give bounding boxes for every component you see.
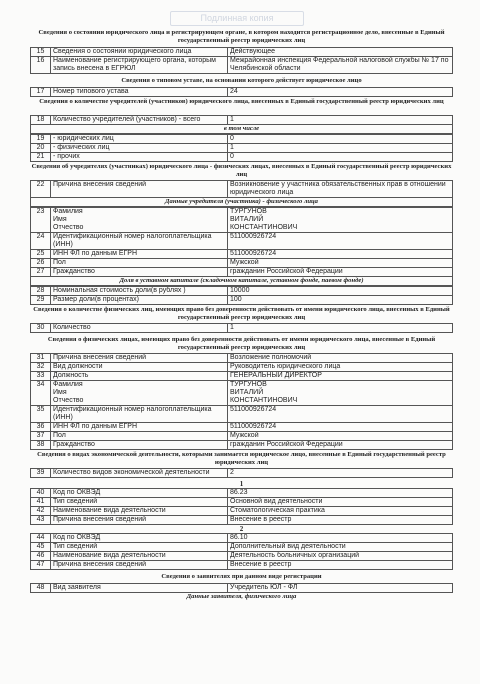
field-label: Пол xyxy=(51,259,228,268)
table-row xyxy=(31,381,453,406)
field-value: гражданин Российской Федерации xyxy=(228,268,453,277)
row-number: 33 xyxy=(31,372,51,381)
row-number: 42 xyxy=(31,507,51,516)
table-row xyxy=(31,135,453,144)
row-number: 29 xyxy=(31,296,51,305)
field-value: 100 xyxy=(228,296,453,305)
table-row xyxy=(31,363,453,372)
field-label: Идентификационный номер налогоплательщика (ИНН) xyxy=(51,406,228,423)
row-number: 45 xyxy=(31,543,51,552)
field-value: 1 xyxy=(228,324,453,333)
certification-stamp: Подлинная копия xyxy=(170,11,304,26)
table-row xyxy=(31,48,453,57)
field-label: Должность xyxy=(51,372,228,381)
row-number: 28 xyxy=(31,287,51,296)
row-number: 15 xyxy=(31,48,51,57)
field-value: 10000 xyxy=(228,287,453,296)
table-authorized-persons xyxy=(30,353,453,450)
table-row xyxy=(31,507,453,516)
row-number: 36 xyxy=(31,423,51,432)
field-value: 86.23 xyxy=(228,489,453,498)
field-value: Межрайонная инспекция Федеральной налоговой службы № 17 по Челябинской области xyxy=(228,57,453,74)
section-title-applicants: Сведения о заявителях при данном виде регистрации xyxy=(161,573,322,580)
row-number: 23 xyxy=(31,208,51,233)
activity-number-1: 1 xyxy=(239,480,244,488)
subheading-founder-data: Данные учредителя (участника) - физического лица xyxy=(30,198,453,207)
row-number: 25 xyxy=(31,250,51,259)
row-number: 43 xyxy=(31,516,51,525)
row-number: 17 xyxy=(31,88,51,97)
field-label: Размер доли(в процентах) xyxy=(51,296,228,305)
table-row xyxy=(31,584,453,593)
section-title-authorized-persons: Сведения о физических лицах, имеющих право без доверенности действовать от имени юридического лица, внесенные в Единый государственный реестр юридических лиц xyxy=(47,336,436,351)
table-founders-breakdown xyxy=(30,134,453,162)
field-value: ГЕНЕРАЛЬНЫЙ ДИРЕКТОР xyxy=(228,372,453,381)
subheading-including: в том числе xyxy=(30,125,453,134)
field-value: Учредитель ЮЛ - ФЛ xyxy=(228,584,453,593)
field-label: Гражданство xyxy=(51,268,228,277)
field-value: Мужской xyxy=(228,259,453,268)
row-number: 19 xyxy=(31,135,51,144)
field-label: Код по ОКВЭД xyxy=(51,534,228,543)
field-label: Фамилия Имя Отчество xyxy=(51,208,228,233)
row-number: 44 xyxy=(31,534,51,543)
table-founders-count xyxy=(30,115,453,125)
field-value: 1 xyxy=(228,116,453,125)
row-number: 27 xyxy=(31,268,51,277)
table-row xyxy=(31,259,453,268)
row-number: 32 xyxy=(31,363,51,372)
field-value: 86.10 xyxy=(228,534,453,543)
table-row xyxy=(31,88,453,97)
table-founder-reason xyxy=(30,180,453,198)
field-label: Количество видов экономической деятельности xyxy=(51,469,228,478)
row-number: 47 xyxy=(31,561,51,570)
field-value: 511000926724 xyxy=(228,423,453,432)
field-value: Действующее xyxy=(228,48,453,57)
field-value: гражданин Российской Федерации xyxy=(228,441,453,450)
section-title-authorized-count: Сведения о количестве физических лиц, имеющих право без доверенности действовать от имени юридического лица, внесенных в Единый государственный реестр юридических лиц xyxy=(33,306,450,321)
field-value: 0 xyxy=(228,135,453,144)
row-number: 16 xyxy=(31,57,51,74)
row-number: 31 xyxy=(31,354,51,363)
row-number: 30 xyxy=(31,324,51,333)
section-title-founders-count: Сведения о количестве учредителей (участников) юридического лица, внесенных в Единый государственный реестр юридических лиц xyxy=(39,98,444,105)
field-value: Возложение полномочий xyxy=(228,354,453,363)
field-label: - прочих xyxy=(51,153,228,162)
table-row xyxy=(31,469,453,478)
table-row xyxy=(31,552,453,561)
field-value: 511000926724 xyxy=(228,406,453,423)
table-row xyxy=(31,372,453,381)
field-value: ТУРГУНОВ ВИТАЛИЙ КОНСТАНТИНОВИЧ xyxy=(228,381,453,406)
table-authorized-count xyxy=(30,323,453,333)
table-activities-count xyxy=(30,468,453,478)
table-row xyxy=(31,354,453,363)
field-value: 1 xyxy=(228,144,453,153)
section-title-activities: Сведения о видах экономической деятельности, которыми занимается юридическое лицо, внесенные в Единый государственный реестр юридических лиц xyxy=(37,451,446,466)
field-label: Количество xyxy=(51,324,228,333)
table-row xyxy=(31,516,453,525)
field-label: ИНН ФЛ по данным ЕГРН xyxy=(51,250,228,259)
table-activity-1 xyxy=(30,488,453,525)
field-label: - физических лиц xyxy=(51,144,228,153)
field-value: Внесение в реестр xyxy=(228,561,453,570)
field-value: Основной вид деятельности xyxy=(228,498,453,507)
table-row xyxy=(31,144,453,153)
field-label: Идентификационный номер налогоплательщика (ИНН) xyxy=(51,233,228,250)
row-number: 41 xyxy=(31,498,51,507)
table-row xyxy=(31,324,453,333)
row-number: 48 xyxy=(31,584,51,593)
field-label: Сведения о состоянии юридического лица xyxy=(51,48,228,57)
field-label: Причина внесения сведений xyxy=(51,354,228,363)
table-founder-data xyxy=(30,207,453,277)
field-label: Вид заявителя xyxy=(51,584,228,593)
section-title-status: Сведения о состоянии юридического лица и регистрирующем органе, в котором находится регистрационное дело, внесенные в Единый государственный реестр юридических лиц xyxy=(38,29,445,44)
field-label: Наименование регистрирующего органа, которым запись внесена в ЕГРЮЛ xyxy=(51,57,228,74)
row-number: 18 xyxy=(31,116,51,125)
field-label: Тип сведений xyxy=(51,498,228,507)
field-value: 511000926724 xyxy=(228,250,453,259)
field-label: Номинальная стоимость доли(в рублях ) xyxy=(51,287,228,296)
field-label: Наименование вида деятельности xyxy=(51,552,228,561)
field-label: Причина внесения сведений xyxy=(51,516,228,525)
field-label: Номер типового устава xyxy=(51,88,228,97)
section-title-charter: Сведения о типовом уставе, на основании которого действует юридическое лицо xyxy=(121,77,362,84)
field-label: Наименование вида деятельности xyxy=(51,507,228,516)
field-value: 24 xyxy=(228,88,453,97)
table-row xyxy=(31,406,453,423)
subheading-capital-share: Доля в уставном капитале (складочном капитале, уставном фонде, паевом фонде) xyxy=(30,277,453,286)
field-value: Внесение в реестр xyxy=(228,516,453,525)
field-value: 0 xyxy=(228,153,453,162)
field-value: Дополнительный вид деятельности xyxy=(228,543,453,552)
table-row xyxy=(31,489,453,498)
row-number: 37 xyxy=(31,432,51,441)
row-number: 24 xyxy=(31,233,51,250)
field-label: Тип сведений xyxy=(51,543,228,552)
section-title-founders: Сведения об учредителях (участниках) юридического лица - физических лицах, внесенных в Единый государственный реестр юридических лиц xyxy=(31,163,452,178)
row-number: 39 xyxy=(31,469,51,478)
table-row xyxy=(31,116,453,125)
table-applicant-type xyxy=(30,583,453,593)
field-value: 511000926724 xyxy=(228,233,453,250)
field-label: Код по ОКВЭД xyxy=(51,489,228,498)
field-label: Вид должности xyxy=(51,363,228,372)
field-value: Руководитель юридического лица xyxy=(228,363,453,372)
table-row xyxy=(31,498,453,507)
table-capital-share xyxy=(30,286,453,305)
table-row xyxy=(31,441,453,450)
field-value: Возникновение у участника обязательственных прав в отношении юридического лица xyxy=(228,181,453,198)
field-label: Фамилия Имя Отчество xyxy=(51,381,228,406)
table-row xyxy=(31,233,453,250)
table-row xyxy=(31,153,453,162)
field-label: Причина внесения сведений xyxy=(51,181,228,198)
row-number: 26 xyxy=(31,259,51,268)
row-number: 21 xyxy=(31,153,51,162)
table-row xyxy=(31,287,453,296)
row-number: 35 xyxy=(31,406,51,423)
row-number: 34 xyxy=(31,381,51,406)
egrul-extract-document xyxy=(30,28,453,601)
field-value: Деятельность больничных организаций xyxy=(228,552,453,561)
table-row xyxy=(31,181,453,198)
field-label: Причина внесения сведений xyxy=(51,561,228,570)
table-row xyxy=(31,561,453,570)
table-row xyxy=(31,250,453,259)
field-label: Пол xyxy=(51,432,228,441)
row-number: 40 xyxy=(31,489,51,498)
table-row xyxy=(31,423,453,432)
field-label: ИНН ФЛ по данным ЕГРН xyxy=(51,423,228,432)
field-value: Мужской xyxy=(228,432,453,441)
table-row xyxy=(31,432,453,441)
field-label: Гражданство xyxy=(51,441,228,450)
field-value: ТУРГУНОВ ВИТАЛИЙ КОНСТАНТИНОВИЧ xyxy=(228,208,453,233)
table-status xyxy=(30,47,453,74)
row-number: 38 xyxy=(31,441,51,450)
activity-number-2: 2 xyxy=(239,525,244,533)
field-label: Количество учредителей (участников) - всего xyxy=(51,116,228,125)
table-row xyxy=(31,268,453,277)
row-number: 46 xyxy=(31,552,51,561)
table-charter xyxy=(30,87,453,97)
table-row xyxy=(31,57,453,74)
row-number: 22 xyxy=(31,181,51,198)
table-activity-2 xyxy=(30,533,453,570)
field-value: 2 xyxy=(228,469,453,478)
field-value: Стоматологическая практика xyxy=(228,507,453,516)
field-label: - юридических лиц xyxy=(51,135,228,144)
table-row xyxy=(31,208,453,233)
subheading-applicant-data: Данные заявителя, физического лица xyxy=(186,593,297,600)
table-row xyxy=(31,534,453,543)
table-row xyxy=(31,543,453,552)
row-number: 20 xyxy=(31,144,51,153)
table-row xyxy=(31,296,453,305)
